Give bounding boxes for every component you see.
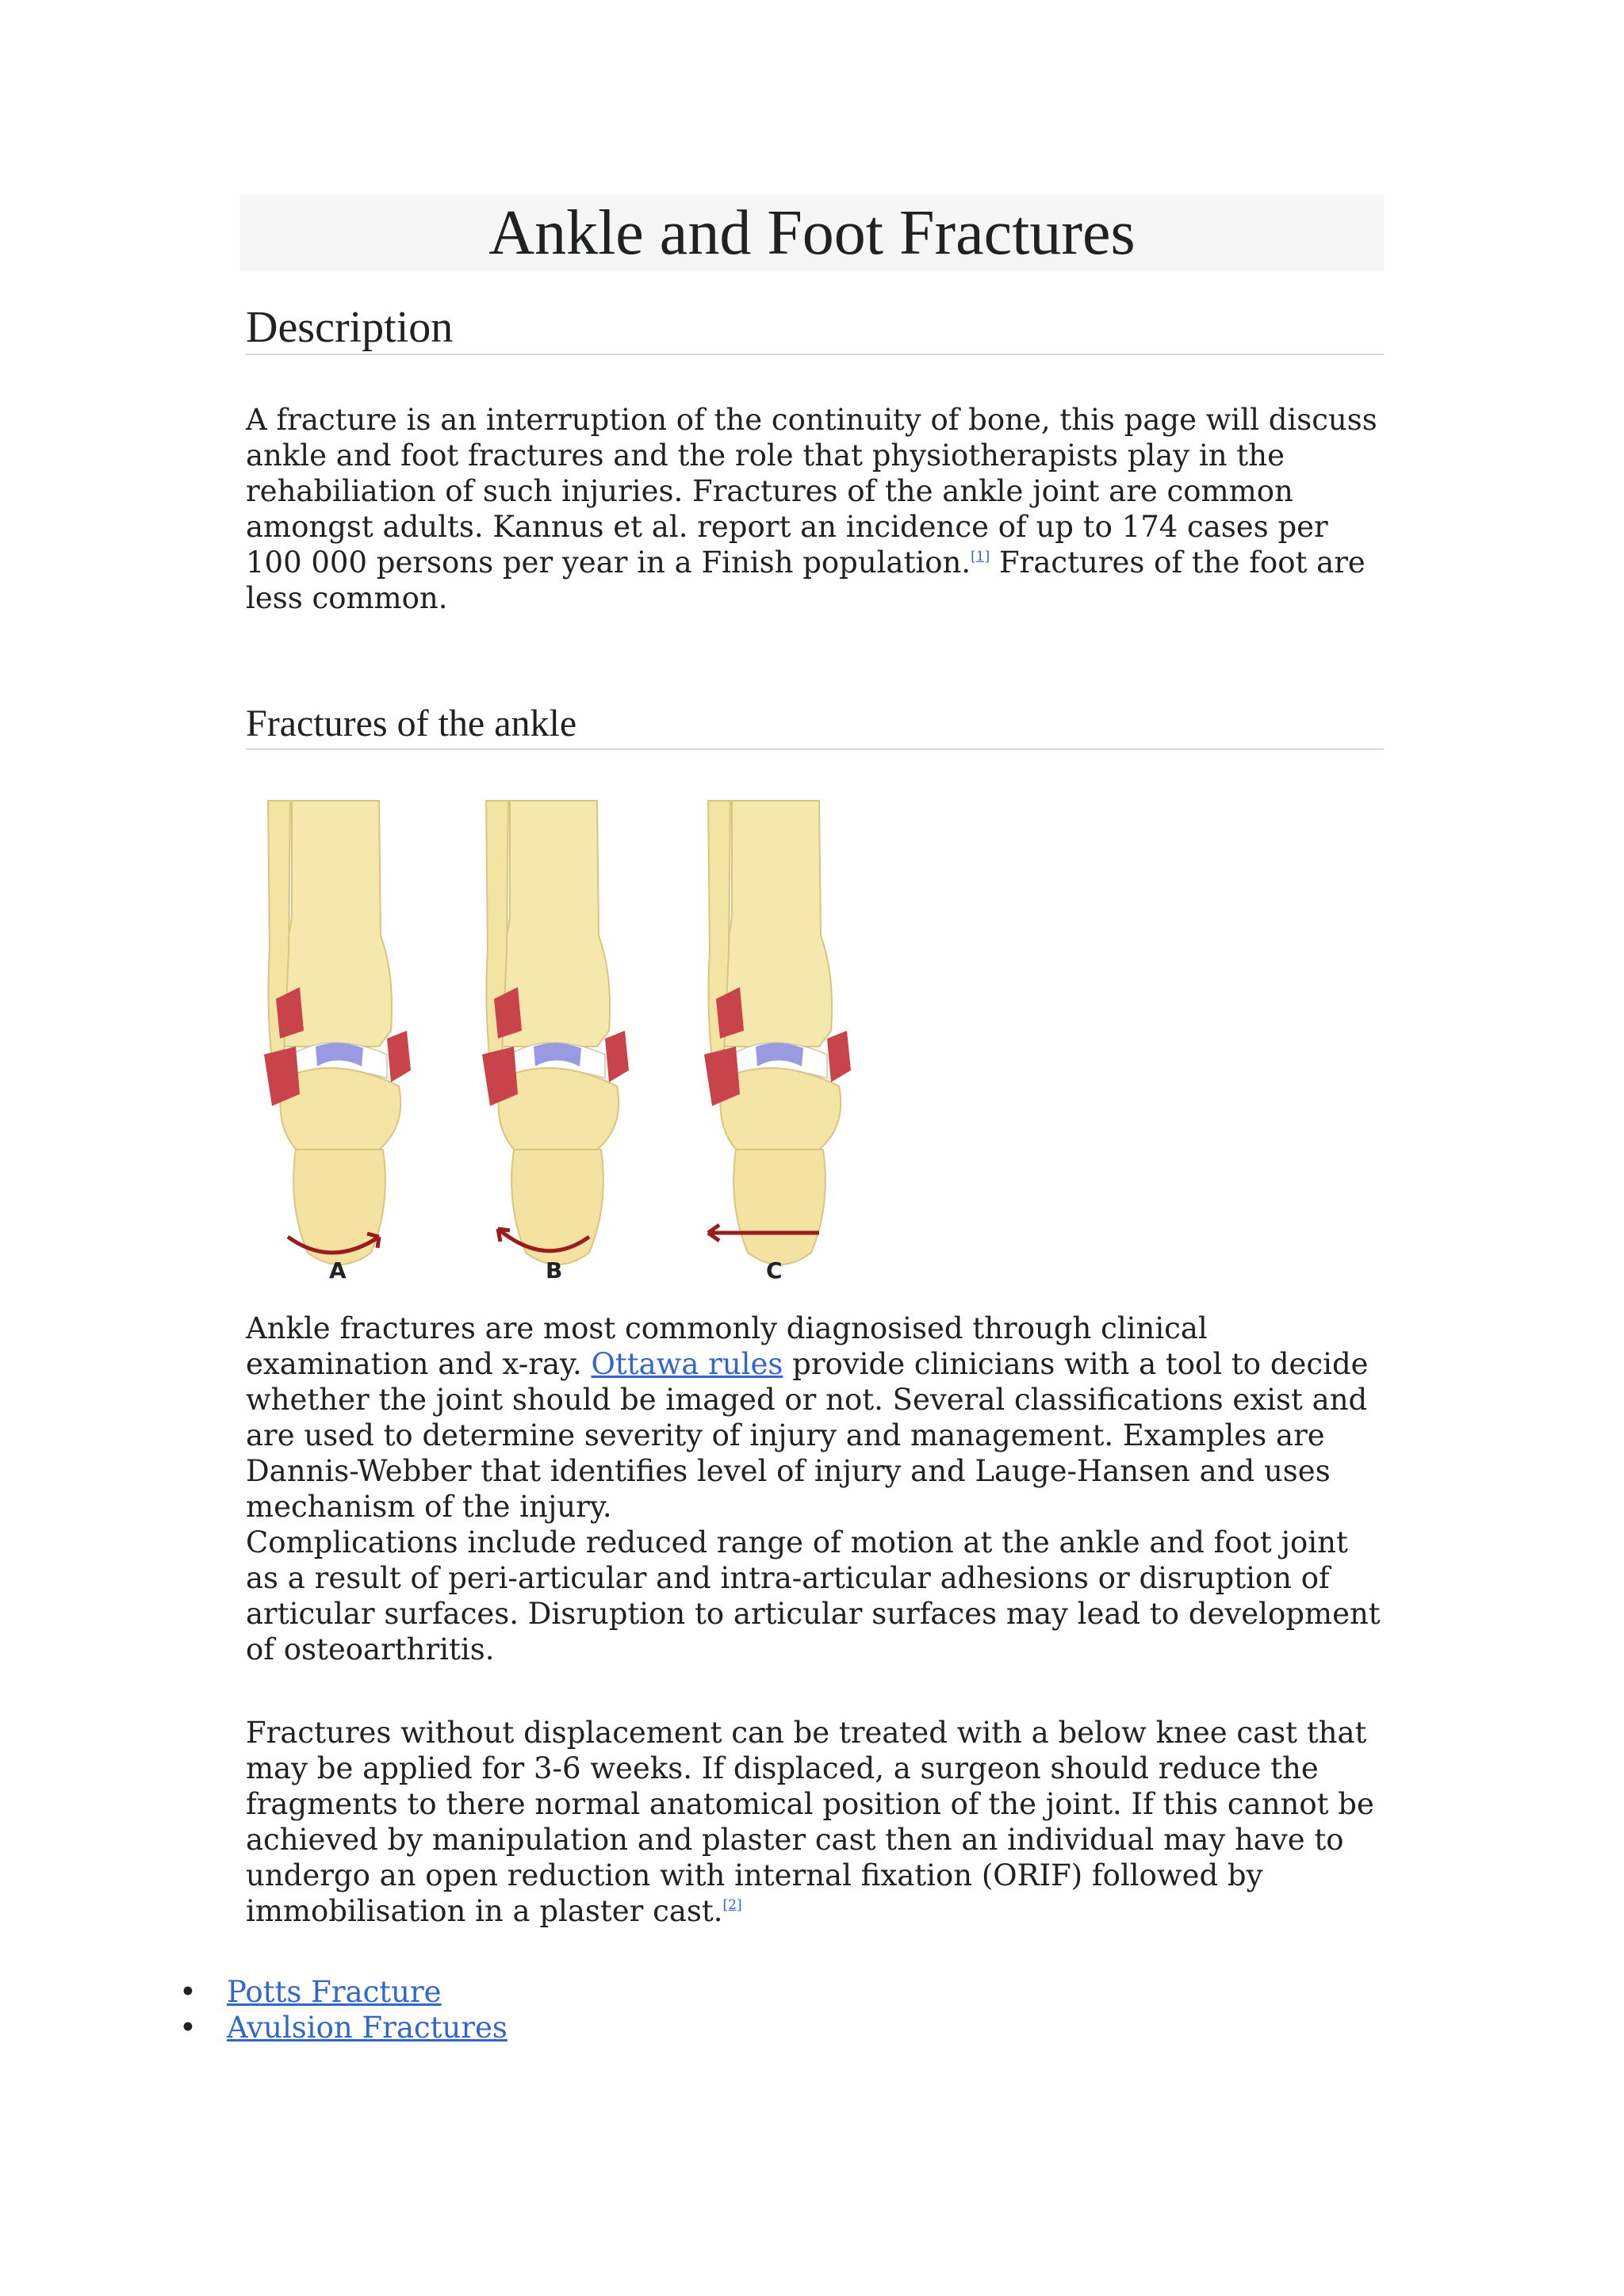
treatment-text: Fractures without displacement can be treated with a below knee cast that may be applied for 3-6 weeks. If displaced, a surgeon should reduce the fragments to there normal anatomical position of the joint. If this cannot be achieved by manipulation and plaster cast then an individual may have to undergo an open reduction with internal fixation (ORIF) followed by immobilisation in a plaster cast. (246, 1716, 1374, 1928)
diagnosis-paragraph (246, 1311, 1388, 1525)
page-title: Ankle and Foot Fractures (488, 198, 1136, 268)
avulsion-fractures-link[interactable]: Avulsion Fractures (227, 2011, 508, 2045)
potts-fracture-link[interactable]: Potts Fracture (227, 1975, 442, 2009)
ottawa-rules-link[interactable]: Ottawa rules (591, 1347, 783, 1381)
figure-label-a: A (329, 1257, 347, 1284)
reference-2-sup (723, 1897, 742, 1913)
ankle-fracture-figure (252, 793, 855, 1292)
treatment-paragraph (246, 1715, 1388, 1929)
description-heading: Description (246, 292, 1384, 355)
description-text-1: A fracture is an interruption of the continuity of bone, this page will discuss ankle and foot fractures and the role that physiotherapists play in the rehabiliation of such injuries. Fractures of the ankle joint are common amongst adults. Kannus et al. report an incidence of up to 174 cases per 100 000 persons per year in a Finish population. (246, 403, 1377, 580)
description-paragraph (246, 402, 1388, 616)
description-text-2: Fractures of the foot are less common. (246, 545, 1365, 615)
ankle-diagram-c (704, 801, 851, 1265)
ankle-diagram-b (482, 801, 629, 1265)
list-item (179, 1974, 508, 2010)
reference-2-link[interactable]: [2] (722, 1897, 742, 1913)
diagnosis-text-1: Ankle fractures are most commonly diagnosised through clinical examination and x-ray. (246, 1311, 1208, 1381)
ankle-fractures-heading: Fractures of the ankle (246, 688, 1384, 750)
reference-1-sup (971, 549, 990, 564)
ankle-diagram-a (264, 801, 411, 1265)
title-bar (240, 195, 1384, 271)
diagnosis-text-2: provide clinicians with a tool to decide whether the joint should be imaged or not. Several classifications exist and are used to determine severity of injury and management. Examples are Dannis-Webber that identifies level of injury and Lauge-Hansen and uses mechanism of the injury. (246, 1347, 1369, 1524)
bullet-icon: • (179, 2011, 197, 2045)
list-item (179, 2010, 508, 2045)
reference-1-link[interactable]: [1] (971, 549, 990, 564)
bullet-icon: • (179, 1975, 197, 2009)
related-links-list (179, 1974, 508, 2045)
complications-paragraph: Complications include reduced range of motion at the ankle and foot joint as a result of peri-articular and intra-articular adhesions or disruption of articular surfaces. Disruption to articular surfaces may lead to development of osteoarthritis. (246, 1525, 1381, 1667)
figure-label-b: B (546, 1257, 563, 1284)
figure-label-c: C (766, 1257, 783, 1284)
